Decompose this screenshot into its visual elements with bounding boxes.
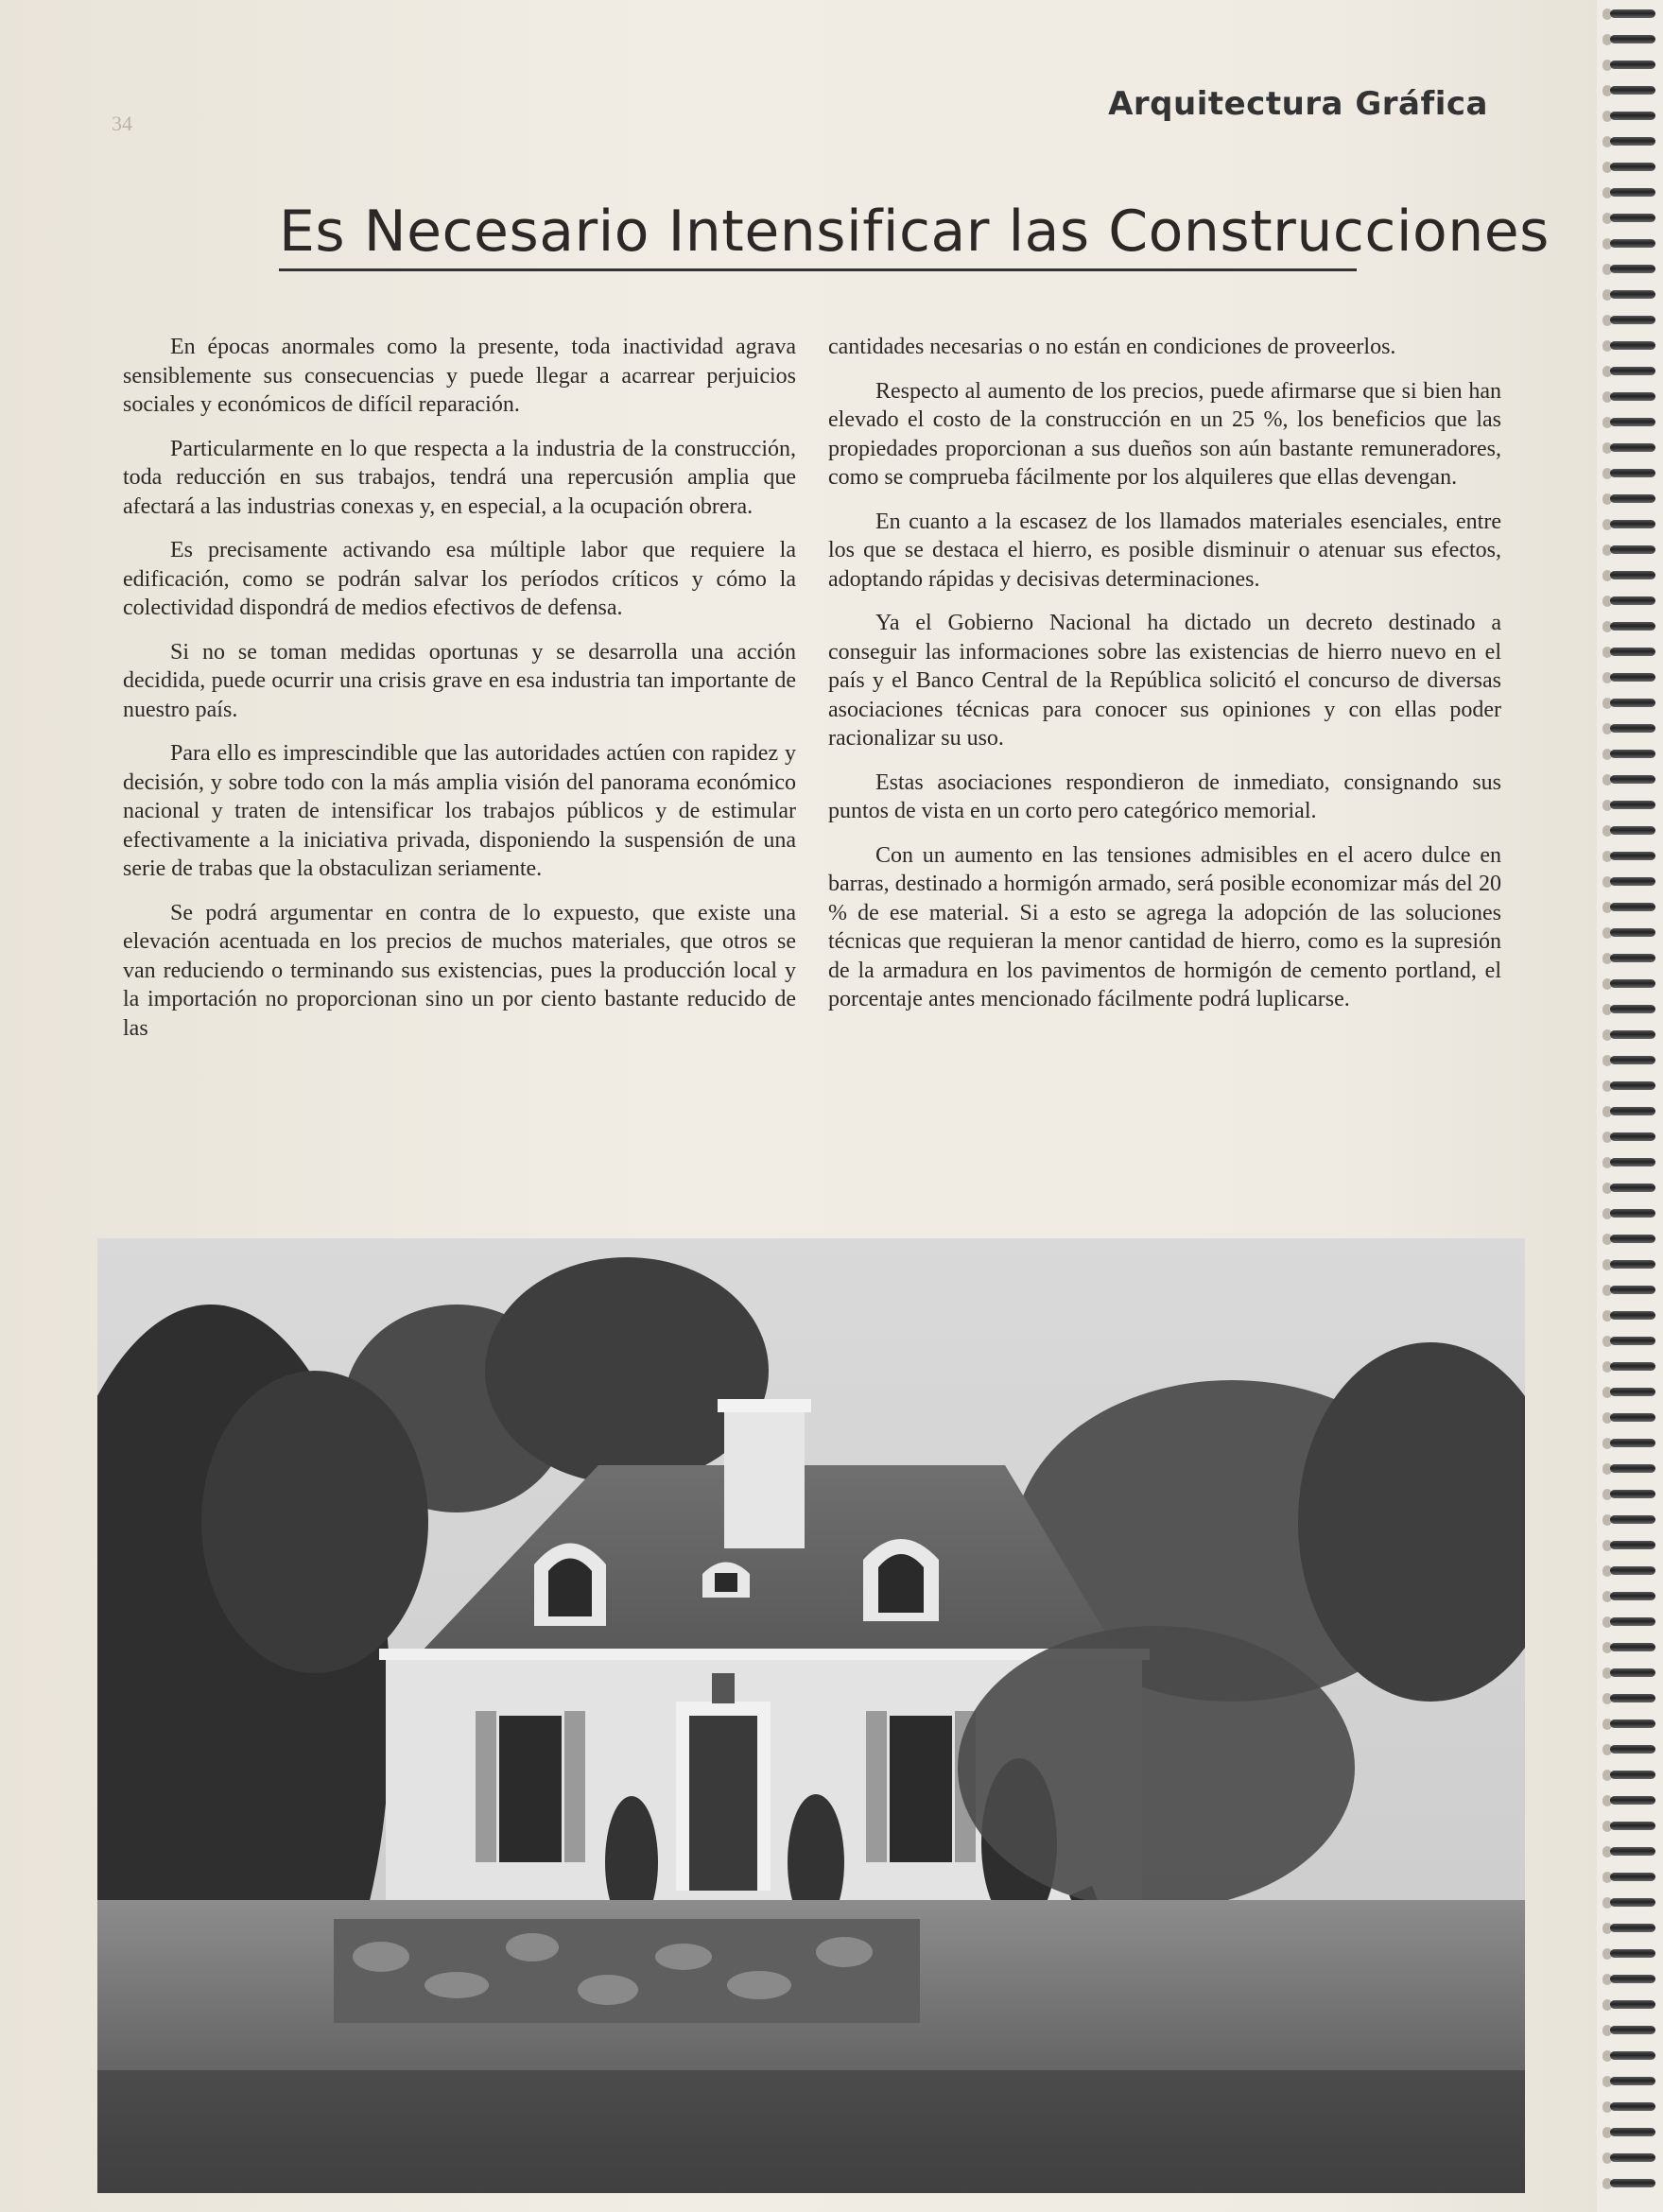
- binding-coil: [1610, 1337, 1655, 1345]
- binding-coil: [1610, 1464, 1655, 1473]
- binding-coil: [1610, 852, 1655, 860]
- binding-coil: [1610, 112, 1655, 120]
- binding-coil: [1610, 1005, 1655, 1013]
- binding-coil: [1610, 1771, 1655, 1779]
- binding-coil: [1610, 954, 1655, 962]
- binding-coil: [1610, 520, 1655, 528]
- binding-coil: [1610, 1898, 1655, 1907]
- magazine-brand: Arquitectura Gráfica: [1108, 85, 1488, 123]
- page-number: 34: [112, 112, 132, 135]
- paragraph: Se podrá argumentar en contra de lo expuesto, que existe una elevación acentuada en los precios de muchos materiales, que otros se van reduciendo o terminando sus existencias, pues la producción local y la importación no proporcionan sino un por ciento bastante reducido de las: [123, 900, 796, 1041]
- binding-coil: [1610, 1949, 1655, 1958]
- binding-coil: [1610, 1617, 1655, 1626]
- binding-coil: [1610, 494, 1655, 503]
- binding-coil: [1610, 1822, 1655, 1830]
- binding-coil: [1610, 2179, 1655, 2187]
- binding-coil: [1610, 1439, 1655, 1447]
- binding-coil: [1610, 2077, 1655, 2085]
- paragraph: Es precisamente activando esa múltiple labor que requiere la edificación, como se podrán salvar los períodos críticos y cómo la colectividad dispondrá de medios efectivos de defensa.: [123, 538, 796, 620]
- binding-coil: [1610, 137, 1655, 146]
- paragraph: En cuanto a la escasez de los llamados materiales esenciales, entre los que se destaca el hierro, es posible disminuir o atenuar sus efectos, adoptando rápidas y decisivas determinaciones.: [828, 509, 1501, 592]
- binding-coil: [1610, 1311, 1655, 1320]
- binding-coil: [1610, 1668, 1655, 1677]
- binding-coil: [1610, 265, 1655, 273]
- binding-coil: [1610, 392, 1655, 401]
- binding-coil: [1610, 571, 1655, 579]
- binding-coil: [1610, 1719, 1655, 1728]
- paragraph: Si no se toman medidas oportunas y se desarrolla una acción decidida, puede ocurrir una crisis grave en esa industria tan importante de nuestro país.: [123, 639, 796, 722]
- article-title: Es Necesario Intensificar las Construcciones: [279, 199, 1357, 271]
- binding-coil: [1610, 2051, 1655, 2060]
- binding-coil: [1610, 1975, 1655, 1983]
- binding-coil: [1610, 750, 1655, 758]
- binding-coil: [1610, 1056, 1655, 1064]
- binding-coil: [1610, 35, 1655, 43]
- binding-coil: [1610, 2153, 1655, 2162]
- binding-coil: [1610, 9, 1655, 18]
- binding-coil: [1610, 1132, 1655, 1141]
- paragraph: Particularmente en lo que respecta a la industria de la construcción, toda reducción en sus trabajos, tendrá una repercusión amplia que afectará a las industrias conexas y, en especial, a la ocupación obrera.: [123, 436, 796, 519]
- binding-coil: [1610, 1515, 1655, 1524]
- spiral-binding: [1597, 0, 1663, 2212]
- binding-coil: [1610, 1541, 1655, 1549]
- binding-coil: [1610, 1260, 1655, 1269]
- binding-coil: [1610, 290, 1655, 299]
- binding-coil: [1610, 2128, 1655, 2136]
- paragraph: Ya el Gobierno Nacional ha dictado un decreto destinado a conseguir las informaciones sobre las existencias de hierro nuevo en el país y el Banco Central de la República solicitó el concurso de diversas asociaciones técnicas para conocer sus opiniones y con ellas poder racionalizar su uso.: [828, 611, 1501, 751]
- article-right-column: [828, 333, 1501, 1029]
- binding-coil: [1610, 724, 1655, 733]
- binding-coil: [1610, 1796, 1655, 1805]
- binding-coil: [1610, 648, 1655, 656]
- binding-coil: [1610, 469, 1655, 477]
- binding-coil: [1610, 86, 1655, 95]
- paragraph: Estas asociaciones respondieron de inmediato, consignando sus puntos de vista en un corto pero categórico memorial.: [828, 769, 1501, 823]
- binding-coil: [1610, 2026, 1655, 2034]
- binding-coil: [1610, 214, 1655, 222]
- binding-coil: [1610, 2000, 1655, 2009]
- binding-coil: [1610, 622, 1655, 631]
- binding-coil: [1610, 801, 1655, 809]
- binding-coil: [1610, 1030, 1655, 1039]
- binding-coil: [1610, 1847, 1655, 1856]
- paragraph: Respecto al aumento de los precios, puede afirmarse que si bien han elevado el costo de la construcción en un 25 %, los beneficios que las propiedades proporcionan a sus dueños son aún bastante remuneradores, como se comprueba fácilmente por los alquileres que ellas devengan.: [828, 378, 1501, 490]
- binding-coil: [1610, 1184, 1655, 1192]
- binding-coil: [1610, 673, 1655, 682]
- binding-coil: [1610, 443, 1655, 452]
- binding-coil: [1610, 188, 1655, 197]
- binding-coil: [1610, 545, 1655, 554]
- binding-coil: [1610, 1388, 1655, 1396]
- binding-coil: [1610, 1362, 1655, 1371]
- binding-coil: [1610, 1745, 1655, 1754]
- binding-coil: [1610, 1924, 1655, 1932]
- paragraph: En épocas anormales como la presente, toda inactividad agrava sensiblemente sus consecuencias y puede llegar a acarrear perjuicios sociales y económicos de difícil reparación.: [123, 335, 796, 417]
- binding-coil: [1610, 877, 1655, 886]
- binding-coil: [1610, 341, 1655, 350]
- binding-coil: [1610, 699, 1655, 707]
- binding-coil: [1610, 1566, 1655, 1575]
- binding-coil: [1610, 1286, 1655, 1294]
- binding-coil: [1610, 1235, 1655, 1243]
- binding-coil: [1610, 1592, 1655, 1600]
- binding-coil: [1610, 316, 1655, 324]
- binding-coil: [1610, 775, 1655, 784]
- binding-coil: [1610, 2102, 1655, 2111]
- binding-coil: [1610, 1107, 1655, 1115]
- house-photo-illustration: [97, 1238, 1525, 2193]
- binding-coil: [1610, 826, 1655, 835]
- binding-coil: [1610, 60, 1655, 69]
- binding-coil: [1610, 1643, 1655, 1651]
- binding-coil: [1610, 596, 1655, 605]
- binding-coil: [1610, 1694, 1655, 1702]
- binding-coil: [1610, 1081, 1655, 1090]
- binding-coil: [1610, 1490, 1655, 1498]
- binding-coil: [1610, 239, 1655, 248]
- binding-coil: [1610, 1413, 1655, 1422]
- binding-coil: [1610, 418, 1655, 426]
- binding-coil: [1610, 367, 1655, 375]
- binding-coil: [1610, 1209, 1655, 1218]
- paragraph: Para ello es imprescindible que las autoridades actúen con rapidez y decisión, y sobre todo con la más amplia visión del panorama económico nacional y traten de intensificar los trabajos públicos y de estimular efectivamente a la iniciativa privada, disponiendo la suspensión de una serie de trabas que la obstaculizan seriamente.: [123, 741, 796, 881]
- paragraph: Con un aumento en las tensiones admisibles en el acero dulce en barras, destinado a hormigón armado, será posible economizar más del 20 % de ese material. Si a esto se agrega la adopción de las soluciones técnicas que requieran la menor cantidad de hierro, como es la supresión de la armadura en los pavimentos de hormigón de cemento portland, el porcentaje antes mencionado fácilmente podrá luplicarse.: [828, 842, 1501, 1011]
- binding-coil: [1610, 928, 1655, 937]
- article-left-column: [123, 333, 796, 1058]
- house-photo: [97, 1238, 1525, 2193]
- binding-coil: [1610, 903, 1655, 911]
- binding-coil: [1610, 1873, 1655, 1881]
- binding-coil: [1610, 1158, 1655, 1166]
- binding-coil: [1610, 163, 1655, 171]
- binding-coil: [1610, 979, 1655, 988]
- paragraph-continuation: cantidades necesarias o no están en condiciones de proveerlos.: [828, 335, 1396, 359]
